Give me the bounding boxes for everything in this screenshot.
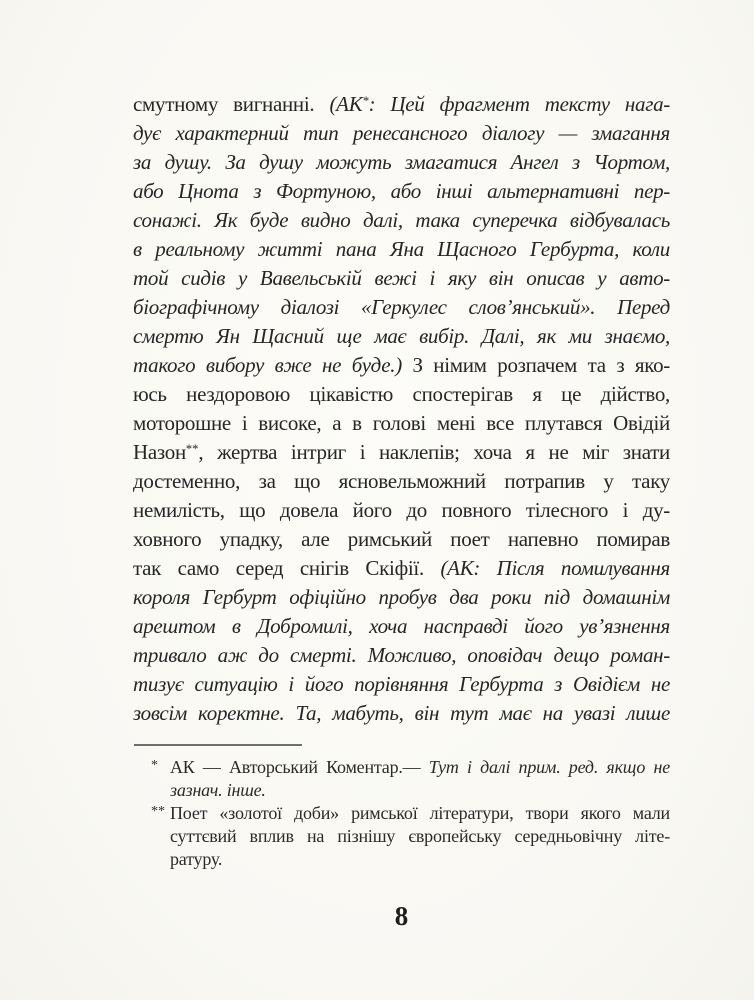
text-segment: короля Гербурт офіційно пробув два роки під домашнім bbox=[133, 585, 670, 609]
text-line bbox=[133, 641, 670, 670]
footnote-marker: * bbox=[151, 758, 158, 773]
text-segment: сонажі. Як буде видно далі, така суперечка відбувалась bbox=[133, 208, 670, 232]
text-segment: смутному вигнанні. bbox=[133, 92, 330, 116]
text-segment: тривало аж до смерті. Можливо, оповідач дещо роман- bbox=[133, 643, 670, 667]
text-segment: смертю Ян Щасний ще має вибір. Далі, як ми знаємо, bbox=[133, 324, 670, 348]
text-segment: тизує ситуацію і його порівняння Гербурта з Овідієм не bbox=[133, 672, 670, 696]
text-segment: суттєвий вплив на пізнішу європейську середньовічну літе- bbox=[170, 826, 670, 846]
text-line bbox=[133, 554, 670, 583]
text-line bbox=[133, 525, 670, 554]
text-segment: зазнач. інше. bbox=[170, 780, 266, 800]
text-segment: АК — Авторський Коментар.— bbox=[170, 757, 429, 777]
text-segment: : Цей фрагмент тексту нага- bbox=[368, 92, 670, 116]
footnote-text bbox=[170, 756, 670, 802]
footnote-ref: * bbox=[362, 94, 369, 108]
text-line bbox=[133, 235, 670, 264]
text-line bbox=[133, 264, 670, 293]
text-line bbox=[133, 496, 670, 525]
body-text bbox=[133, 90, 670, 728]
text-line bbox=[133, 148, 670, 177]
text-line bbox=[133, 177, 670, 206]
text-segment: арештом в Добромилі, хоча насправді його ув’язнення bbox=[133, 614, 670, 638]
footnote-ref: ** bbox=[185, 442, 199, 456]
text-segment: в реальному житті пана Яна Щасного Гербурта, коли bbox=[133, 237, 670, 261]
text-line bbox=[133, 322, 670, 351]
text-line bbox=[133, 699, 670, 728]
text-segment: за душу. За душу можуть змагатися Ангел з Чортом, bbox=[133, 150, 670, 174]
text-segment: достеменно, за що ясновельможний потрапив у таку bbox=[133, 469, 670, 493]
text-line bbox=[133, 612, 670, 641]
text-segment: Тут і далі прим. ред. якщо не bbox=[428, 757, 670, 777]
text-line bbox=[133, 119, 670, 148]
text-line bbox=[133, 380, 670, 409]
text-segment: той сидів у Вавельській вежі і яку він описав у авто- bbox=[133, 266, 670, 290]
text-segment: (АК: Після помилування bbox=[440, 556, 670, 580]
page-number: 8 bbox=[394, 901, 409, 931]
text-line bbox=[133, 467, 670, 496]
footnote-text bbox=[170, 802, 670, 871]
text-line bbox=[133, 206, 670, 235]
text-segment: так само серед снігів Скіфії. bbox=[133, 556, 441, 580]
footnote bbox=[133, 756, 670, 802]
footnote-separator bbox=[134, 744, 302, 746]
text-segment: юсь нездоровою цікавістю спостерігав я це дійство, bbox=[133, 382, 670, 406]
text-segment: моторошне і високе, а в голові мені все плутався Овідій bbox=[133, 411, 670, 435]
text-line bbox=[133, 409, 670, 438]
text-line bbox=[133, 351, 670, 380]
text-segment: немилість, що довела його до повного тілесного і ду- bbox=[133, 498, 670, 522]
footnote-marker: ** bbox=[151, 804, 165, 819]
text-line bbox=[170, 802, 670, 825]
text-segment: З німим розпачем та з яко- bbox=[412, 353, 670, 377]
text-segment: зовсім коректне. Та, мабуть, він тут має на увазі лише bbox=[133, 701, 670, 725]
text-line bbox=[133, 438, 670, 467]
text-line bbox=[133, 670, 670, 699]
footnote bbox=[133, 802, 670, 871]
text-line bbox=[133, 583, 670, 612]
text-line bbox=[133, 293, 670, 322]
text-segment: , жертва інтриг і наклепів; хоча я не міг знати bbox=[198, 440, 670, 464]
text-line bbox=[170, 756, 670, 779]
text-segment: ратуру. bbox=[170, 849, 223, 869]
text-segment: (АК bbox=[329, 92, 363, 116]
text-segment: біографічному діалозі «Геркулес слов’янський». Перед bbox=[133, 295, 670, 319]
text-segment: Поет «золотої доби» римської літератури, твори якого мали bbox=[170, 803, 670, 823]
footnotes bbox=[133, 756, 670, 871]
text-line bbox=[170, 825, 670, 848]
text-line bbox=[170, 848, 670, 871]
text-segment: такого вибору вже не буде.) bbox=[133, 353, 413, 377]
text-line bbox=[133, 90, 670, 119]
text-segment: ховного упадку, але римський поет напевно помирав bbox=[133, 527, 670, 551]
text-line bbox=[170, 779, 670, 802]
text-segment: дує характерний тип ренесансного діалогу — змагання bbox=[133, 121, 670, 145]
text-segment: Назон bbox=[133, 440, 186, 464]
text-segment: або Цнота з Фортуною, або інші альтернативні пер- bbox=[133, 179, 670, 203]
